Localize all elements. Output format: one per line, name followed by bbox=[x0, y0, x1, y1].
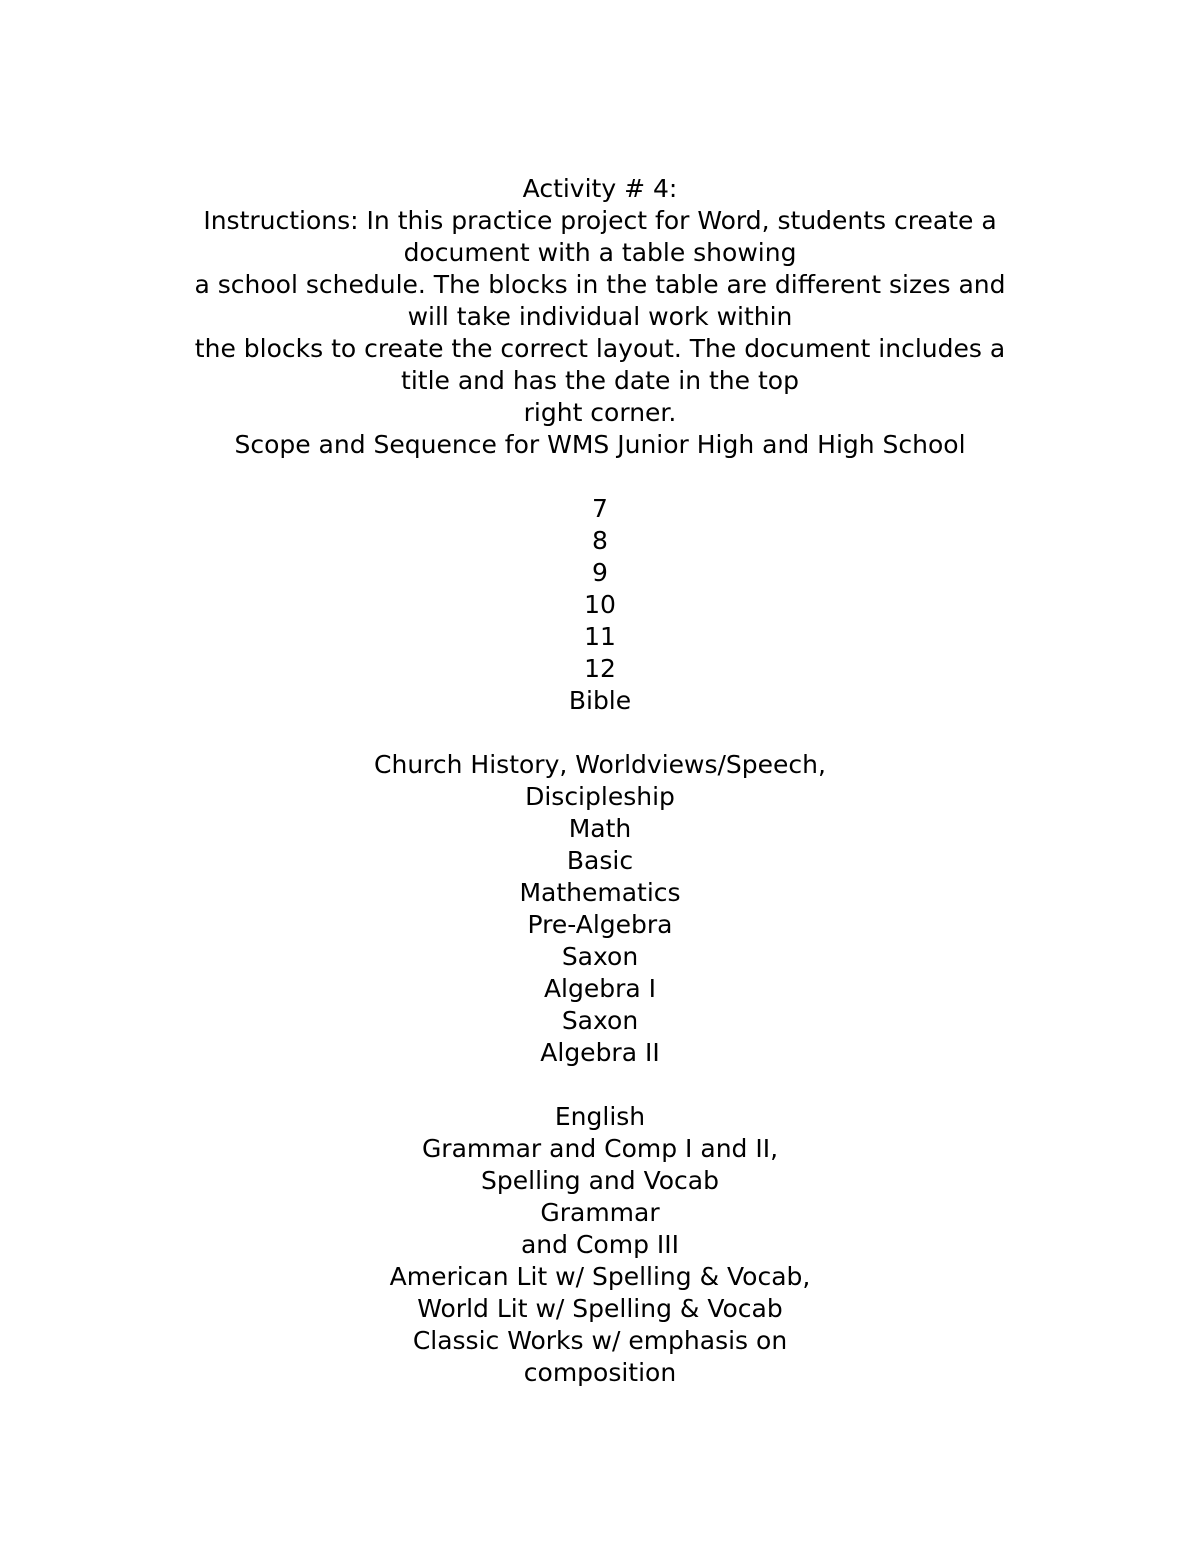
course-text: Discipleship bbox=[525, 782, 675, 811]
course-text: Grammar and Comp I and II, bbox=[421, 1134, 779, 1163]
course-text: American Lit w/ Spelling & Vocab, bbox=[389, 1262, 811, 1291]
course-text: Algebra I bbox=[543, 974, 657, 1003]
grade-label: 12 bbox=[584, 654, 616, 683]
course-text: composition bbox=[523, 1358, 677, 1387]
grade-label: 10 bbox=[584, 590, 616, 619]
instructions-line: a school schedule. The blocks in the table are different sizes and bbox=[194, 270, 1006, 299]
instructions-line: right corner. bbox=[523, 398, 677, 427]
grade-label: 11 bbox=[584, 622, 616, 651]
subject-label: English bbox=[554, 1102, 646, 1131]
instructions-line: document with a table showing bbox=[403, 238, 797, 267]
course-text: Church History, Worldviews/Speech, bbox=[374, 750, 826, 779]
blank-line bbox=[0, 717, 1200, 749]
course-text: Algebra II bbox=[540, 1038, 660, 1067]
schedule-heading: Scope and Sequence for WMS Junior High and High School bbox=[234, 430, 966, 459]
blank-line bbox=[0, 1069, 1200, 1101]
course-text: Pre-Algebra bbox=[527, 910, 673, 939]
grade-label: 9 bbox=[592, 558, 608, 587]
activity-title: Activity # 4: bbox=[522, 174, 678, 203]
instructions-line: title and has the date in the top bbox=[401, 366, 799, 395]
course-text: Mathematics bbox=[519, 878, 681, 907]
instructions-line: the blocks to create the correct layout. The document includes a bbox=[194, 334, 1006, 363]
course-text: Classic Works w/ emphasis on bbox=[412, 1326, 788, 1355]
course-text: Grammar bbox=[540, 1198, 660, 1227]
instructions-line: will take individual work within bbox=[407, 302, 793, 331]
course-text: World Lit w/ Spelling & Vocab bbox=[417, 1294, 783, 1323]
subject-label: Bible bbox=[568, 686, 632, 715]
instructions-line: Instructions: In this practice project for Word, students create a bbox=[203, 206, 997, 235]
blank-line bbox=[0, 461, 1200, 493]
course-text: Spelling and Vocab bbox=[481, 1166, 719, 1195]
course-text: Saxon bbox=[561, 942, 639, 971]
grade-label: 8 bbox=[592, 526, 608, 555]
course-text: Basic bbox=[566, 846, 634, 875]
course-text: Saxon bbox=[561, 1006, 639, 1035]
subject-label: Math bbox=[568, 814, 632, 843]
document-page bbox=[0, 173, 1200, 1389]
grade-label: 7 bbox=[592, 494, 608, 523]
course-text: and Comp III bbox=[520, 1230, 680, 1259]
